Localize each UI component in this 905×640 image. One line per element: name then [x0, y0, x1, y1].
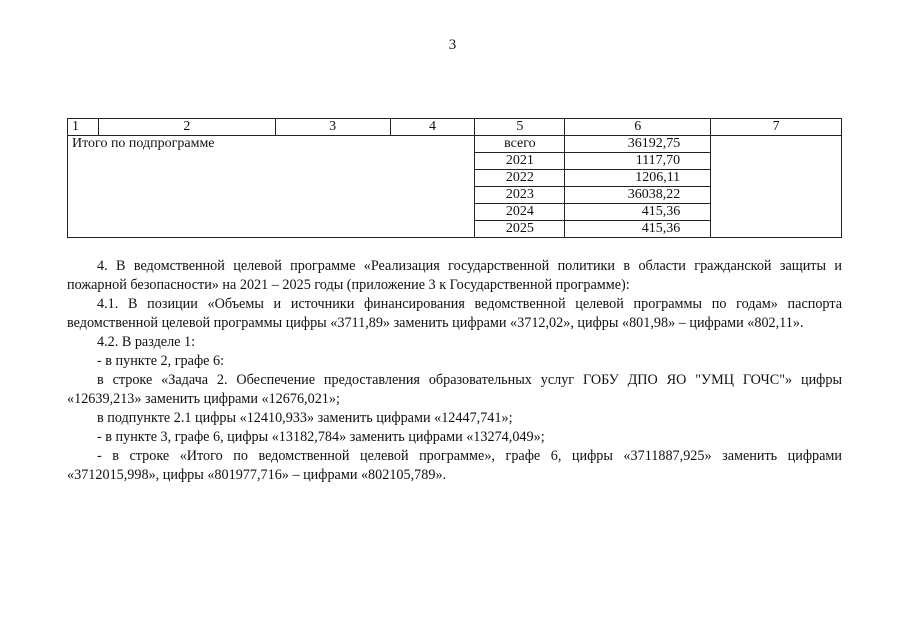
column-7-cell [711, 136, 842, 238]
year-cell: 2025 [475, 221, 565, 238]
amendment-text [67, 257, 842, 485]
column-number: 6 [565, 119, 711, 136]
paragraph: в подпункте 2.1 цифры «12410,933» заменить цифрами «12447,741»; [97, 410, 513, 426]
amount-cell: 36192,75 [565, 136, 711, 153]
paragraph: 4. В ведомственной целевой программе «Реализация государственной политики в области гражданской защиты и пожарной безопасности» на 2021 – 2025 годы (приложение 3 к Государственной программе): [67, 258, 842, 293]
column-number: 3 [275, 119, 390, 136]
paragraph: - в пункте 3, графе 6, цифры «13182,784» заменить цифрами «13274,049»; [97, 429, 545, 445]
paragraph: в строке «Задача 2. Обеспечение предоставления образовательных услуг ГОБУ ДПО ЯО "УМЦ ГОЧС"» цифры «12639,213» заменить цифрами «12676,021»; [67, 372, 842, 407]
column-number: 2 [98, 119, 275, 136]
year-cell: 2023 [475, 187, 565, 204]
table-row [68, 136, 842, 153]
subtotal-label: Итого по подпрограмме [68, 136, 475, 238]
paragraph: - в строке «Итого по ведомственной целевой программе», графе 6, цифры «3711887,925» заменить цифрами «3712015,998», цифры «801977,716» – цифрами «802105,789». [67, 448, 842, 483]
year-cell: всего [475, 136, 565, 153]
amount-cell: 36038,22 [565, 187, 711, 204]
column-number: 7 [711, 119, 842, 136]
amount-cell: 415,36 [565, 204, 711, 221]
year-cell: 2021 [475, 153, 565, 170]
year-cell: 2022 [475, 170, 565, 187]
paragraph: 4.2. В разделе 1: [97, 334, 196, 350]
financing-table [67, 118, 842, 238]
paragraph: - в пункте 2, графе 6: [97, 353, 225, 369]
page-number: 3 [448, 37, 457, 53]
amount-cell: 415,36 [565, 221, 711, 238]
year-cell: 2024 [475, 204, 565, 221]
column-number: 5 [475, 119, 565, 136]
column-number: 4 [390, 119, 475, 136]
paragraph: 4.1. В позиции «Объемы и источники финансирования ведомственной целевой программы по годам» паспорта ведомственной целевой программы цифры «3711,89» заменить цифрами «3712,02», цифры «801,98» – цифрами «802,11». [67, 296, 842, 331]
amount-cell: 1117,70 [565, 153, 711, 170]
column-number: 1 [68, 119, 99, 136]
table-header-row [68, 119, 842, 136]
amount-cell: 1206,11 [565, 170, 711, 187]
